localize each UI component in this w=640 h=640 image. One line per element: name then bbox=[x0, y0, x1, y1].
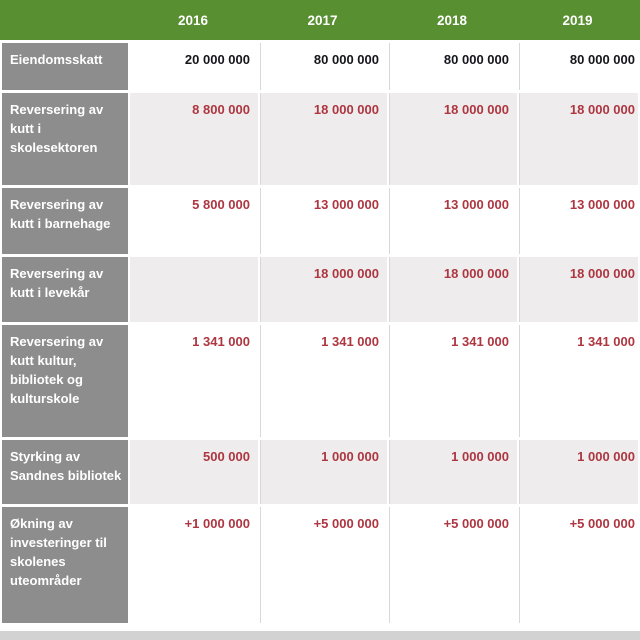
table-row bbox=[2, 188, 638, 254]
cell-value: 1 000 000 bbox=[519, 440, 638, 504]
cell-value: 1 000 000 bbox=[260, 440, 387, 504]
budget-table bbox=[0, 40, 640, 626]
cell-value: 1 000 000 bbox=[389, 440, 517, 504]
cell-value: 13 000 000 bbox=[389, 188, 517, 254]
cell-value: 500 000 bbox=[130, 440, 258, 504]
table-row bbox=[2, 257, 638, 322]
table-row bbox=[2, 93, 638, 185]
cell-value: 80 000 000 bbox=[260, 43, 387, 90]
cell-value: 20 000 000 bbox=[130, 43, 258, 90]
table-header-row bbox=[0, 0, 640, 40]
header-corner-cell bbox=[0, 0, 128, 40]
cell-value: 18 000 000 bbox=[519, 93, 638, 185]
cell-value: 1 341 000 bbox=[260, 325, 387, 437]
cell-value: 5 800 000 bbox=[130, 188, 258, 254]
header-year-2018: 2018 bbox=[436, 13, 468, 28]
row-label: Reversering av kutt i barnehage bbox=[2, 188, 128, 254]
table-row bbox=[2, 440, 638, 504]
cell-value: 13 000 000 bbox=[519, 188, 638, 254]
cell-value: +5 000 000 bbox=[389, 507, 517, 623]
cell-value bbox=[130, 257, 258, 322]
row-label: Reversering av kutt i levekår bbox=[2, 257, 128, 322]
cell-value: +5 000 000 bbox=[260, 507, 387, 623]
header-year-2016: 2016 bbox=[177, 13, 209, 28]
cell-value: 1 341 000 bbox=[130, 325, 258, 437]
row-label: Reversering av kutt i skolesektoren bbox=[2, 93, 128, 185]
cell-value: 80 000 000 bbox=[519, 43, 638, 90]
cell-value: 80 000 000 bbox=[389, 43, 517, 90]
cell-value: 18 000 000 bbox=[389, 93, 517, 185]
table-row bbox=[2, 507, 638, 623]
row-label: Reversering av kutt kultur, bibliotek og kulturskole bbox=[2, 325, 128, 437]
row-label: Eiendomsskatt bbox=[2, 43, 128, 90]
cell-value: 18 000 000 bbox=[519, 257, 638, 322]
header-year-2017: 2017 bbox=[307, 13, 338, 28]
header-year-2019: 2019 bbox=[562, 13, 593, 28]
cell-value: 1 341 000 bbox=[389, 325, 517, 437]
cell-value: 13 000 000 bbox=[260, 188, 387, 254]
table-row bbox=[2, 43, 638, 90]
cell-value: +5 000 000 bbox=[519, 507, 638, 623]
cell-value: 1 341 000 bbox=[519, 325, 638, 437]
cell-value: 18 000 000 bbox=[389, 257, 517, 322]
cell-value: +1 000 000 bbox=[130, 507, 258, 623]
table-row bbox=[2, 325, 638, 437]
cell-value: 18 000 000 bbox=[260, 257, 387, 322]
row-label: Styrking av Sandnes bibliotek bbox=[2, 440, 128, 504]
cell-value: 8 800 000 bbox=[130, 93, 258, 185]
row-label: Økning av investeringer til skolenes uteområder bbox=[2, 507, 128, 623]
cutoff-next-row bbox=[0, 631, 640, 640]
cell-value: 18 000 000 bbox=[260, 93, 387, 185]
